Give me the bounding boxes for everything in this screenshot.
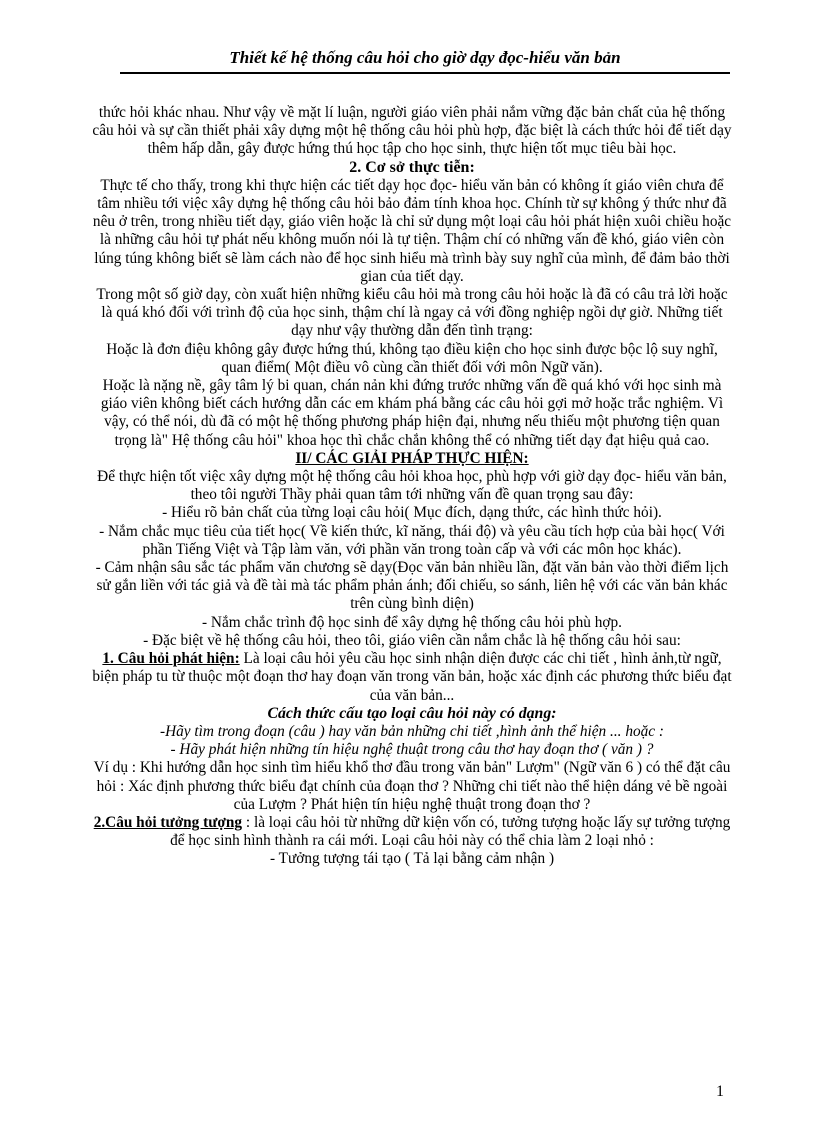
- paragraph-example: Ví dụ : Khi hướng dẫn học sinh tìm hiểu khổ thơ đầu trong văn bản" Lượm" (Ngữ văn 6 ) có thể đặt câu hỏi : Xác định phương thức biểu đạt chính của đoạn thơ ? Những chi tiết nào thể hiện dáng vẻ bề ngoài của Lượm ? Phát hiện tín hiệu nghệ thuật trong đoạn thơ ?: [93, 759, 731, 813]
- page-header-title: Thiết kế hệ thống câu hỏi cho giờ dạy đọc-hiểu văn bản: [120, 48, 730, 74]
- list-item: - Nắm chắc mục tiêu của tiết học( Về kiến thức, kĩ năng, thái độ) và yêu cầu tích hợp của bài học( Với phần Tiếng Việt và Tập làm văn, với phần văn trong toàn cấp và với các môn học khác).: [99, 522, 725, 558]
- paragraph: Thực tế cho thấy, trong khi thực hiện các tiết dạy học đọc- hiểu văn bản có không ít giáo viên chưa để tâm nhiều tới việc xây dựng hệ thống câu hỏi bảo đảm tính khoa học. Chính từ sự không ý thức như đã nêu ở trên, trong nhiều tiết dạy, giáo viên hoặc là chỉ sử dụng một loại câu hỏi phát hiện xuôi chiều hoặc là những câu hỏi tự phát nếu không muốn nói là tự tiện. Thậm chí có những vấn đề khó, giáo viên còn lúng túng không biết sẽ làm cách nào để học sinh hiểu mà trình bày suy nghĩ của mình, để đảm bảo thời gian của tiết dạy.: [92, 176, 732, 285]
- discovery-question-text: Là loại câu hỏi yêu cầu học sinh nhận diện được các chi tiết , hình ảnh,từ ngữ, biện pháp tu từ thuộc một đoạn thơ hay đoạn văn trong văn bản, hoặc xác định các phương thức biểu đạt của văn bản...: [92, 650, 732, 704]
- paragraph: Trong một số giờ dạy, còn xuất hiện những kiểu câu hỏi mà trong câu hỏi hoặc là đã có câu trả lời hoặc là quá khó đối với trình độ của học sinh, thậm chí là ngay cả với đồng nghiệp ngồi dự giờ. Những tiết dạy như vậy thường dẫn đến tình trạng:: [96, 286, 728, 340]
- discovery-question-label: 1. Câu hỏi phát hiện:: [102, 650, 240, 668]
- list-item: - Nắm chắc trình độ học sinh để xây dựng hệ thống câu hỏi phù hợp.: [202, 613, 622, 631]
- list-item: - Hiểu rõ bản chất của từng loại câu hỏi( Mục đích, dạng thức, các hình thức hỏi).: [162, 504, 662, 522]
- paragraph-imagination-question: [92, 814, 732, 850]
- paragraph: thức hỏi khác nhau. Như vậy về mặt lí luận, người giáo viên phải nắm vững đặc bản chất của hệ thống câu hỏi và sự cần thiết phải xây dựng một hệ thống câu hỏi phù hợp, đặc biệt là cách thức hỏi để tiết dạy thêm hấp dẫn, gây được hứng thú học tập cho học sinh, thực hiện tốt mục tiêu bài học.: [92, 104, 732, 158]
- subheading-question-structure: Cách thức cấu tạo loại câu hỏi này có dạng:: [267, 704, 557, 722]
- imagination-question-text: : là loại câu hỏi từ những dữ kiện vốn có, tưởng tượng hoặc lấy sự tưởng tượng để học sinh hình thành ra cái mới. Loại câu hỏi này có thể chia làm 2 loại nhỏ :: [170, 813, 731, 850]
- section-heading-practical-basis: 2. Cơ sở thực tiễn:: [349, 158, 475, 176]
- paragraph: Hoặc là nặng nề, gây tâm lý bi quan, chán nản khi đứng trước những vấn đề quá khó với học sinh mà giáo viên không biết cách hướng dẫn các em khám phá bằng các câu hỏi gợi mở hoặc trắc nghiệm. Vì vậy, có thể nói, dù đã có một hệ thống phương pháp hiện đại, nhưng nếu thiếu một phương tiện quan trọng là" Hệ thống câu hỏi" khoa học thì chắc chắn không thể có những tiết dạy đạt hiệu quả cao.: [100, 377, 724, 449]
- example-question: - Hãy phát hiện những tín hiệu nghệ thuật trong câu thơ hay đoạn thơ ( văn ) ?: [170, 741, 654, 759]
- imagination-question-label: 2.Câu hỏi tưởng tượng: [93, 813, 243, 831]
- example-question: -Hãy tìm trong đoạn (câu ) hay văn bản những chi tiết ,hình ảnh thể hiện ... hoặc :: [160, 722, 664, 740]
- list-item: - Cảm nhận sâu sắc tác phẩm văn chương sẽ dạy(Đọc văn bản nhiều lần, đặt văn bản vào thời điểm lịch sử gắn liền với tác giả và đề tài mà tác phẩm phản ánh; đối chiếu, so sánh, liên hệ với các văn bản khác trên cùng bình diện): [95, 559, 729, 613]
- paragraph-discovery-question: [92, 650, 732, 705]
- paragraph: Hoặc là đơn điệu không gây được hứng thú, không tạo điều kiện cho học sinh được bộc lộ suy nghĩ, quan điểm( Một điều vô cùng cần thiết đối với môn Ngữ văn).: [106, 340, 718, 376]
- section-heading-solutions: II/ CÁC GIẢI PHÁP THỰC HIỆN:: [295, 449, 529, 467]
- list-item: - Tưởng tượng tái tạo ( Tả lại bằng cảm nhận ): [269, 850, 555, 868]
- document-body: [92, 104, 732, 869]
- paragraph: Để thực hiện tốt việc xây dựng một hệ thống câu hỏi khoa học, phù hợp với giờ dạy đọc- hiểu văn bản, theo tôi người Thầy phải quan tâm tới những vấn đề quan trọng sau đây:: [97, 468, 727, 504]
- list-item: - Đặc biệt về hệ thống câu hỏi, theo tôi, giáo viên cần nắm chắc là hệ thống câu hỏi sau:: [143, 631, 681, 649]
- page-number: 1: [716, 1083, 724, 1100]
